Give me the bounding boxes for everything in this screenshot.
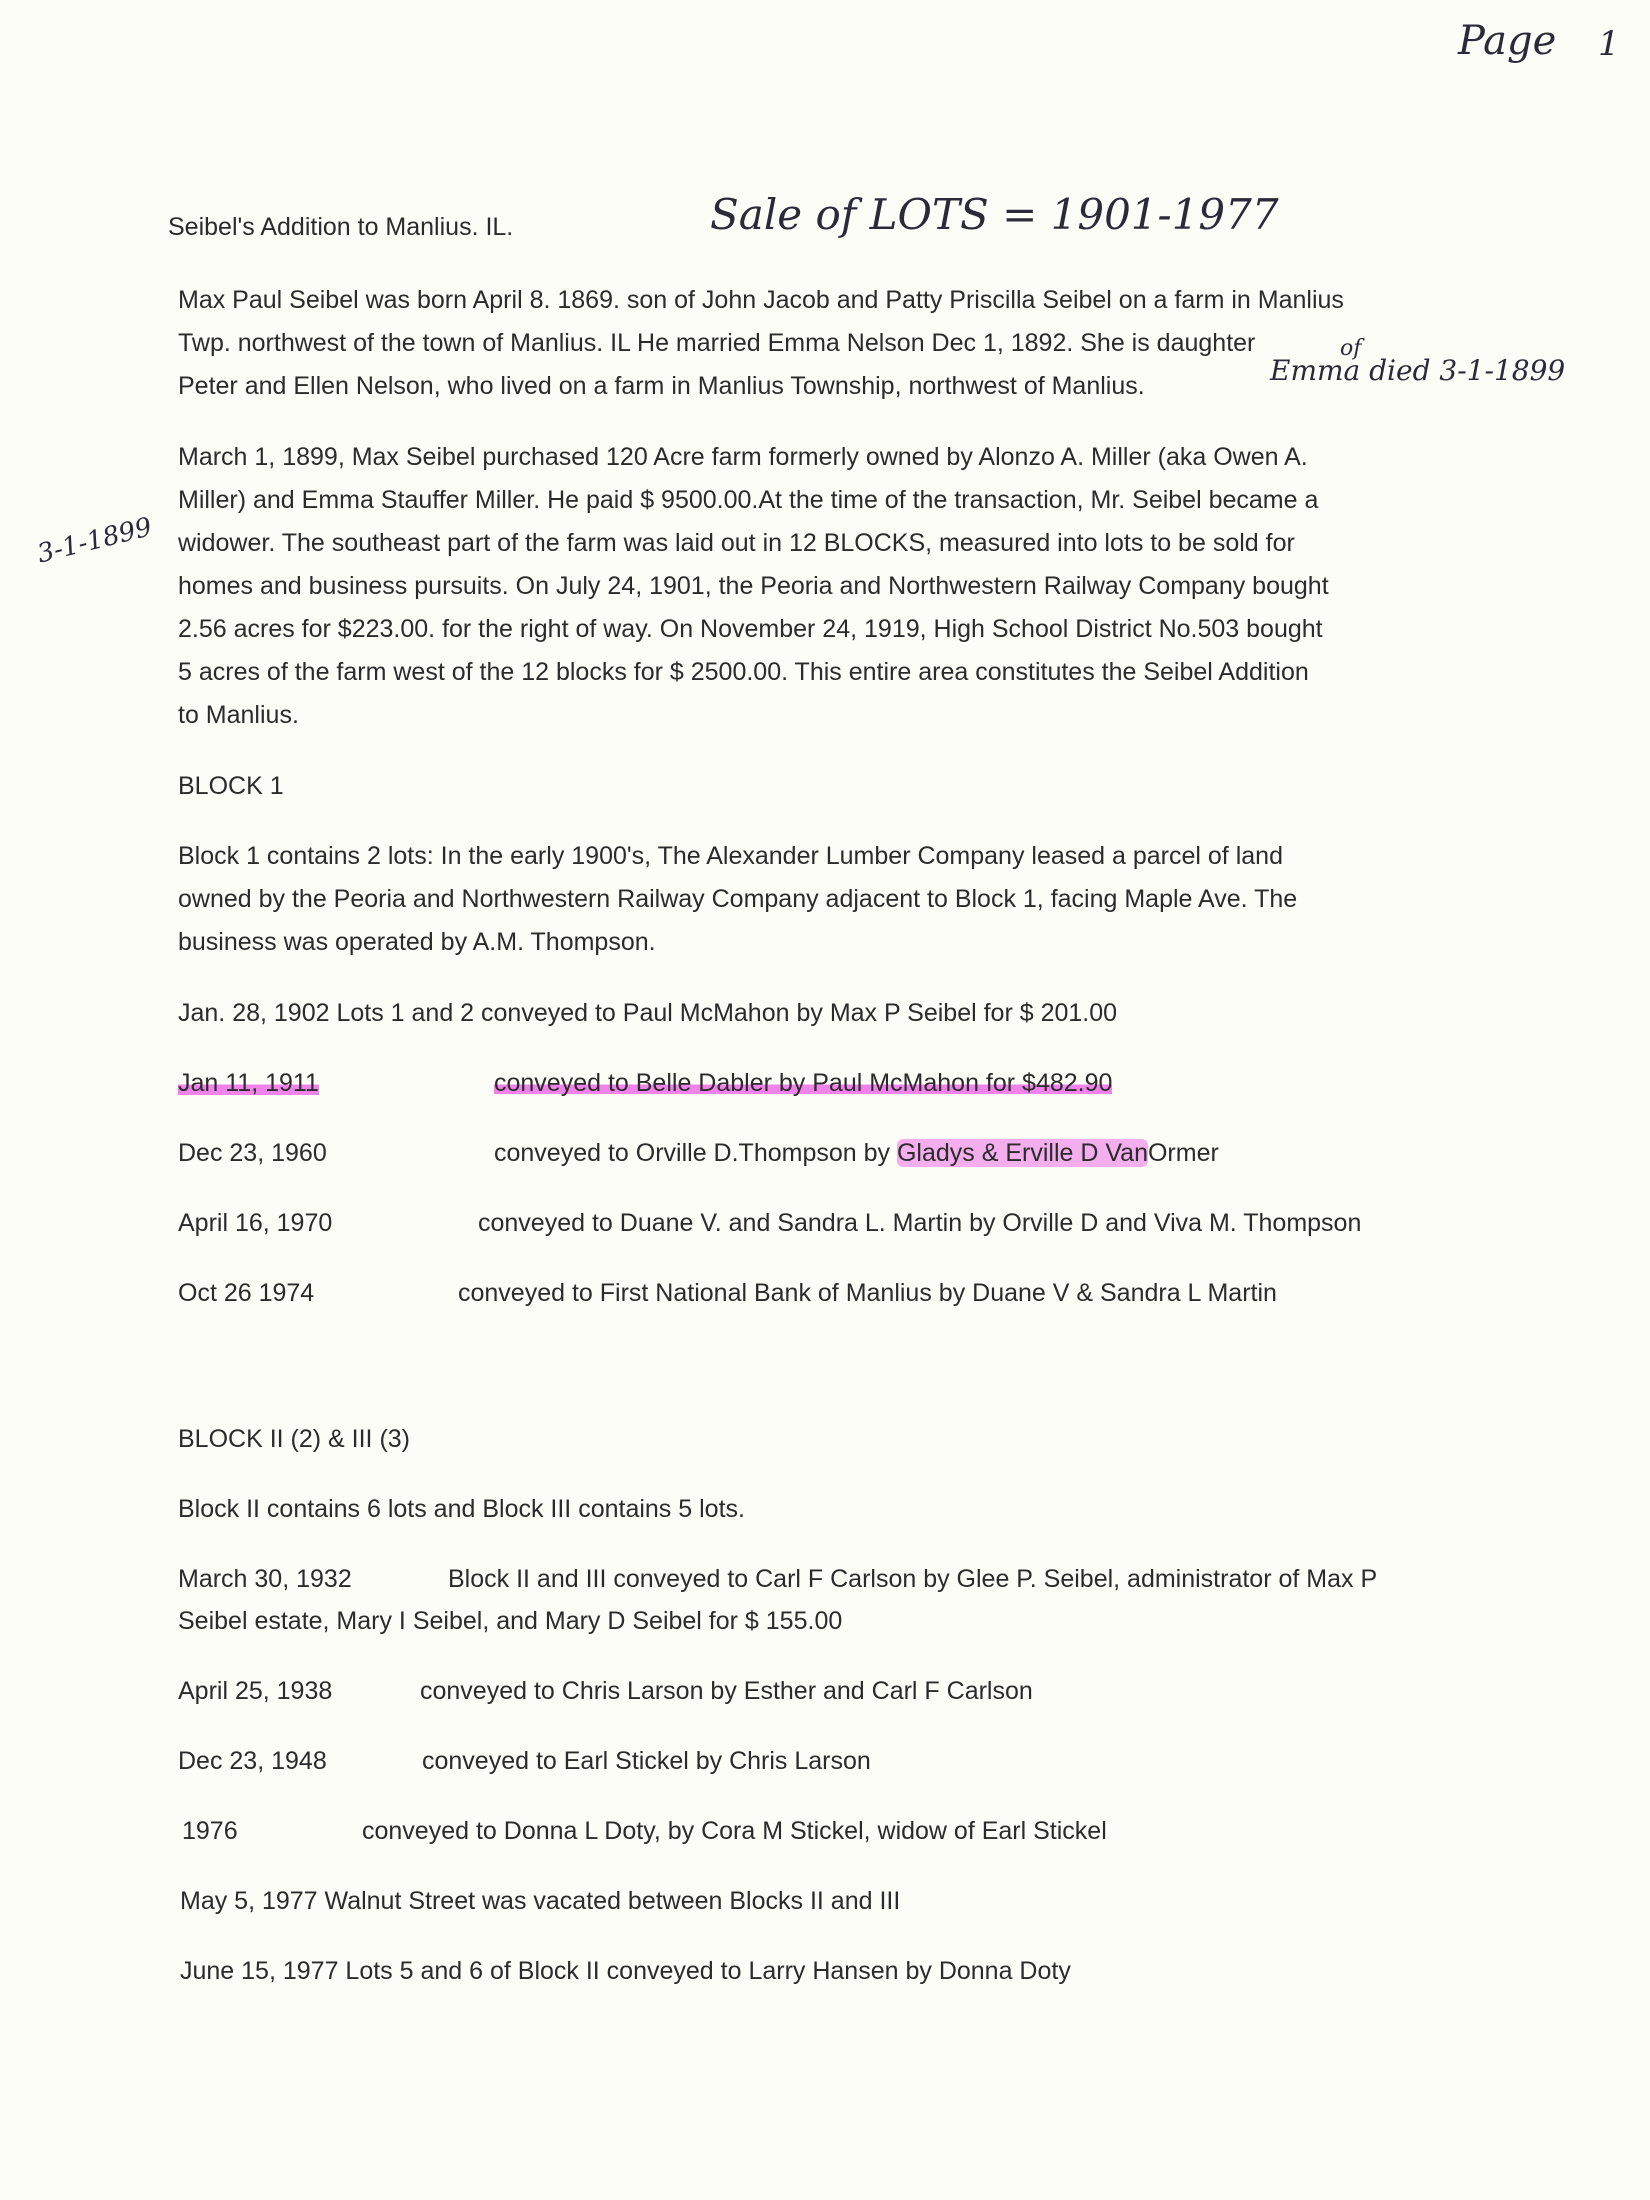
entry-text-part: conveyed to Orville D.Thompson by [494, 1139, 897, 1167]
purchase-line: 5 acres of the farm west of the 12 blocks for $ 2500.00. This entire area constitutes the Seibel Addition [178, 658, 1309, 686]
entry-text: conveyed to Donna L Doty, by Cora M Stickel, widow of Earl Stickel [362, 1817, 1107, 1845]
entry-text [494, 1138, 1219, 1168]
entry-text: conveyed to Chris Larson by Esther and Carl F Carlson [420, 1677, 1033, 1705]
handwritten-emma-note: Emma died 3-1-1899 [1270, 354, 1566, 387]
entry-text-highlight: conveyed to Belle Dabler by Paul McMahon for $482.90 [494, 1069, 1113, 1097]
block1-first-entry: Jan. 28, 1902 Lots 1 and 2 conveyed to Paul McMahon by Max P Seibel for $ 201.00 [178, 999, 1118, 1027]
handwritten-margin-date: 3-1-1899 [34, 512, 155, 570]
purchase-line: to Manlius. [178, 701, 299, 729]
document-title: Seibel's Addition to Manlius. IL. [168, 213, 514, 241]
entry-text: conveyed to Earl Stickel by Chris Larson [422, 1747, 871, 1775]
block2-heading: BLOCK II (2) & III (3) [178, 1425, 410, 1453]
purchase-line: widower. The southeast part of the farm was laid out in 12 BLOCKS, measured into lots to be sold for [178, 529, 1295, 557]
entry-date: April 25, 1938 [178, 1677, 333, 1705]
block2-desc: Block II contains 6 lots and Block III contains 5 lots. [178, 1495, 745, 1523]
handwritten-of-insert: of [1340, 336, 1362, 361]
block1-heading: BLOCK 1 [178, 772, 284, 800]
entry-text: Block II and III conveyed to Carl F Carlson by Glee P. Seibel, administrator of Max P [448, 1565, 1378, 1593]
entry-text-part: Ormer [1147, 1139, 1219, 1167]
entry-date: Oct 26 1974 [178, 1279, 315, 1307]
walnut-street-line: May 5, 1977 Walnut Street was vacated between Blocks II and III [180, 1887, 901, 1915]
intro-line: Twp. northwest of the town of Manlius. IL He married Emma Nelson Dec 1, 1892. She is daughter [178, 329, 1256, 357]
intro-line: Max Paul Seibel was born April 8. 1869. son of John Jacob and Patty Priscilla Seibel on a farm in Manlius [178, 286, 1344, 314]
entry-date: March 30, 1932 [178, 1565, 352, 1593]
block1-desc-line: Block 1 contains 2 lots: In the early 1900's, The Alexander Lumber Company leased a parcel of land [178, 842, 1283, 870]
entry-text-highlight: Gladys & Erville D Van [896, 1139, 1148, 1167]
entry-date: April 16, 1970 [178, 1209, 333, 1237]
handwritten-page-number: 1 [1598, 24, 1620, 64]
purchase-line: Miller) and Emma Stauffer Miller. He paid $ 9500.00.At the time of the transaction, Mr. Seibel became a [178, 486, 1319, 514]
block1-desc-line: owned by the Peoria and Northwestern Railway Company adjacent to Block 1, facing Maple Ave. The [178, 885, 1298, 913]
intro-line: Peter and Ellen Nelson, who lived on a farm in Manlius Township, northwest of Manlius. [178, 372, 1145, 400]
entry-text: conveyed to Duane V. and Sandra L. Martin by Orville D and Viva M. Thompson [478, 1209, 1362, 1237]
entry-date: Dec 23, 1960 [178, 1139, 327, 1167]
entry-date: Jan 11, 1911 [178, 1069, 319, 1097]
hansen-line: June 15, 1977 Lots 5 and 6 of Block II conveyed to Larry Hansen by Donna Doty [180, 1957, 1071, 1985]
entry-date: Dec 23, 1948 [178, 1747, 327, 1775]
purchase-line: 2.56 acres for $223.00. for the right of way. On November 24, 1919, High School District No.503 bought [178, 615, 1323, 643]
entry-text-continued: Seibel estate, Mary I Seibel, and Mary D Seibel for $ 155.00 [178, 1607, 843, 1635]
handwritten-page-label: Page [1458, 18, 1557, 64]
purchase-line: March 1, 1899, Max Seibel purchased 120 Acre farm formerly owned by Alonzo A. Miller (aka Owen A. [178, 443, 1308, 471]
purchase-line: homes and business pursuits. On July 24, 1901, the Peoria and Northwestern Railway Company bought [178, 572, 1329, 600]
handwritten-sale-note: Sale of LOTS = 1901-1977 [710, 190, 1279, 239]
block1-desc-line: business was operated by A.M. Thompson. [178, 928, 656, 956]
entry-date: 1976 [182, 1817, 238, 1845]
entry-text [494, 1068, 1112, 1098]
entry-text: conveyed to First National Bank of Manlius by Duane V & Sandra L Martin [458, 1279, 1277, 1307]
